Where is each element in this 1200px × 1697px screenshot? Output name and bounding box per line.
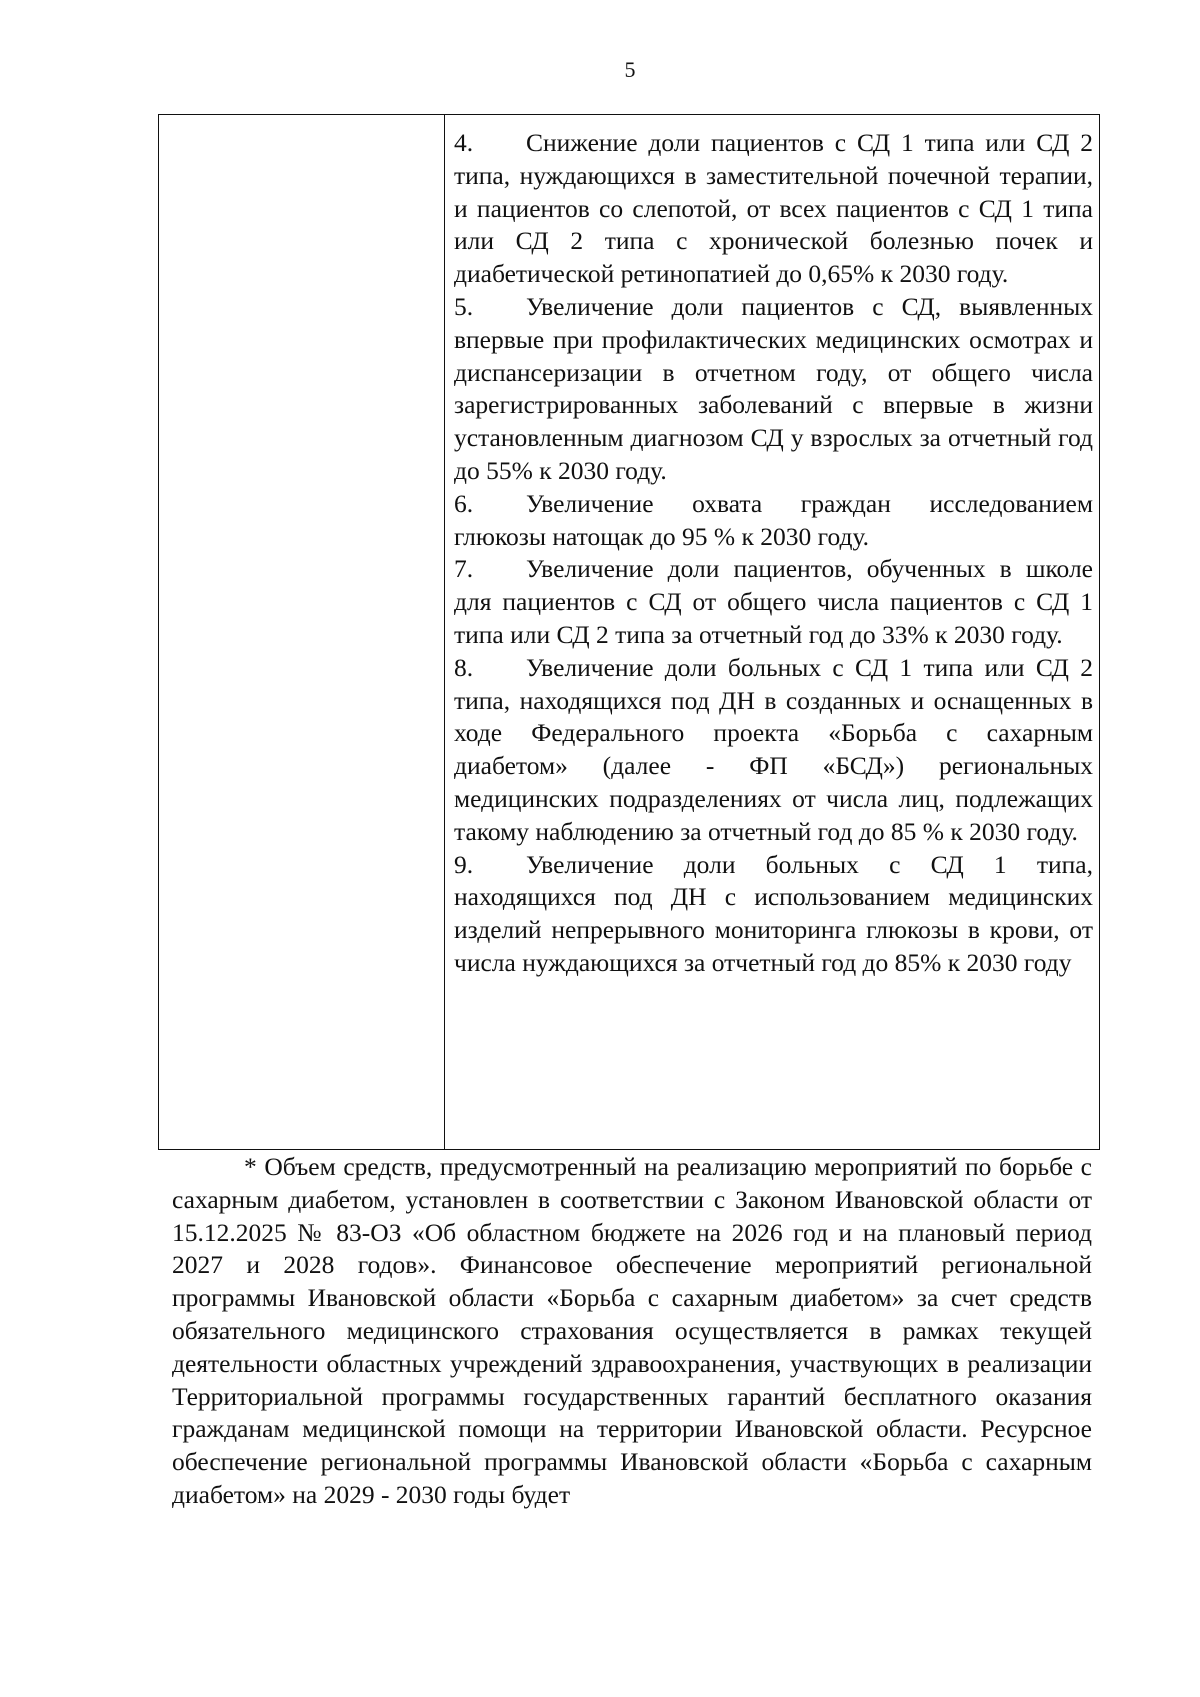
indicator-number: 5. xyxy=(454,291,474,321)
indicator-text: Увеличение доли больных с СД 1 типа, находящихся под ДН с использованием медицинских изделий непрерывного мониторинга глюкозы в крови, от числа нуждающихся за отчетный год до 85% к 2030 году xyxy=(454,849,1093,977)
page-number: 5 xyxy=(624,57,636,82)
indicator-number: 9. xyxy=(454,849,474,879)
indicator-number: 4. xyxy=(454,128,474,157)
indicator-number: 7. xyxy=(454,554,474,584)
indicator-text: Увеличение доли больных с СД 1 типа или СД 2 типа, находящихся под ДН в созданных и оснащенных в ходе Федерального проекта «Борьба с сахарным диабетом» (далее - ФП «БСД») региональных медицинских подразделениях от числа лиц, подлежащих такому наблюдению за отчетный год до 85 % к 2030 году. xyxy=(454,652,1093,846)
indicator-item-9 xyxy=(454,849,1093,980)
indicator-item-7 xyxy=(454,553,1093,651)
table-right-cell xyxy=(445,115,1099,1149)
indicator-text: Снижение доли пациентов с СД 1 типа или СД 2 типа, нуждающихся в заместительной почечной терапии, и пациентов со слепотой, от всех пациентов с СД 1 типа или СД 2 типа с хронической болезнью почек и диабетической ретинопатией до 0,65% к 2030 году. xyxy=(454,128,1093,289)
indicator-text: Увеличение охвата граждан исследованием глюкозы натощак до 95 % к 2030 году. xyxy=(454,488,1093,551)
indicator-text: Увеличение доли пациентов, обученных в школе для пациентов с СД от общего числа пациентов с СД 1 типа или СД 2 типа за отчетный год до 33% к 2030 году. xyxy=(454,554,1093,649)
indicator-text: Увеличение доли пациентов с СД, выявленных впервые при профилактических медицинских осмотрах и диспансеризации в отчетном году, от общего числа зарегистрированных заболеваний с впервые в жизни установленным диагнозом СД у взрослых за отчетный год до 55% к 2030 году. xyxy=(454,291,1093,485)
table-left-cell xyxy=(159,115,445,1149)
footnote-paragraph: * Объем средств, предусмотренный на реализацию мероприятий по борьбе с сахарным диабетом, установлен в соответствии с Законом Ивановской области от 15.12.2025 № 83-ОЗ «Об областном бюджете на 2026 год и на плановый период 2027 и 2028 годов». Финансовое обеспечение мероприятий региональной программы Ивановской области «Борьба с сахарным диабетом» за счет средств обязательного медицинского страхования осуществляется в рамках текущей деятельности областных учреждений здравоохранения, участвующих в реализации Территориальной программы государственных гарантий бесплатного оказания гражданам медицинской помощи на территории Ивановской области. Ресурсное обеспечение региональной программы Ивановской области «Борьба с сахарным диабетом» на 2029 - 2030 годы будет xyxy=(172,1152,1092,1509)
indicators-table xyxy=(158,114,1100,1150)
indicator-item-8 xyxy=(454,652,1093,849)
indicator-item-5 xyxy=(454,291,1093,488)
indicator-number: 6. xyxy=(454,488,474,518)
indicator-item-6 xyxy=(454,488,1093,554)
indicator-number: 8. xyxy=(454,652,474,682)
indicator-item-4 xyxy=(454,127,1093,291)
